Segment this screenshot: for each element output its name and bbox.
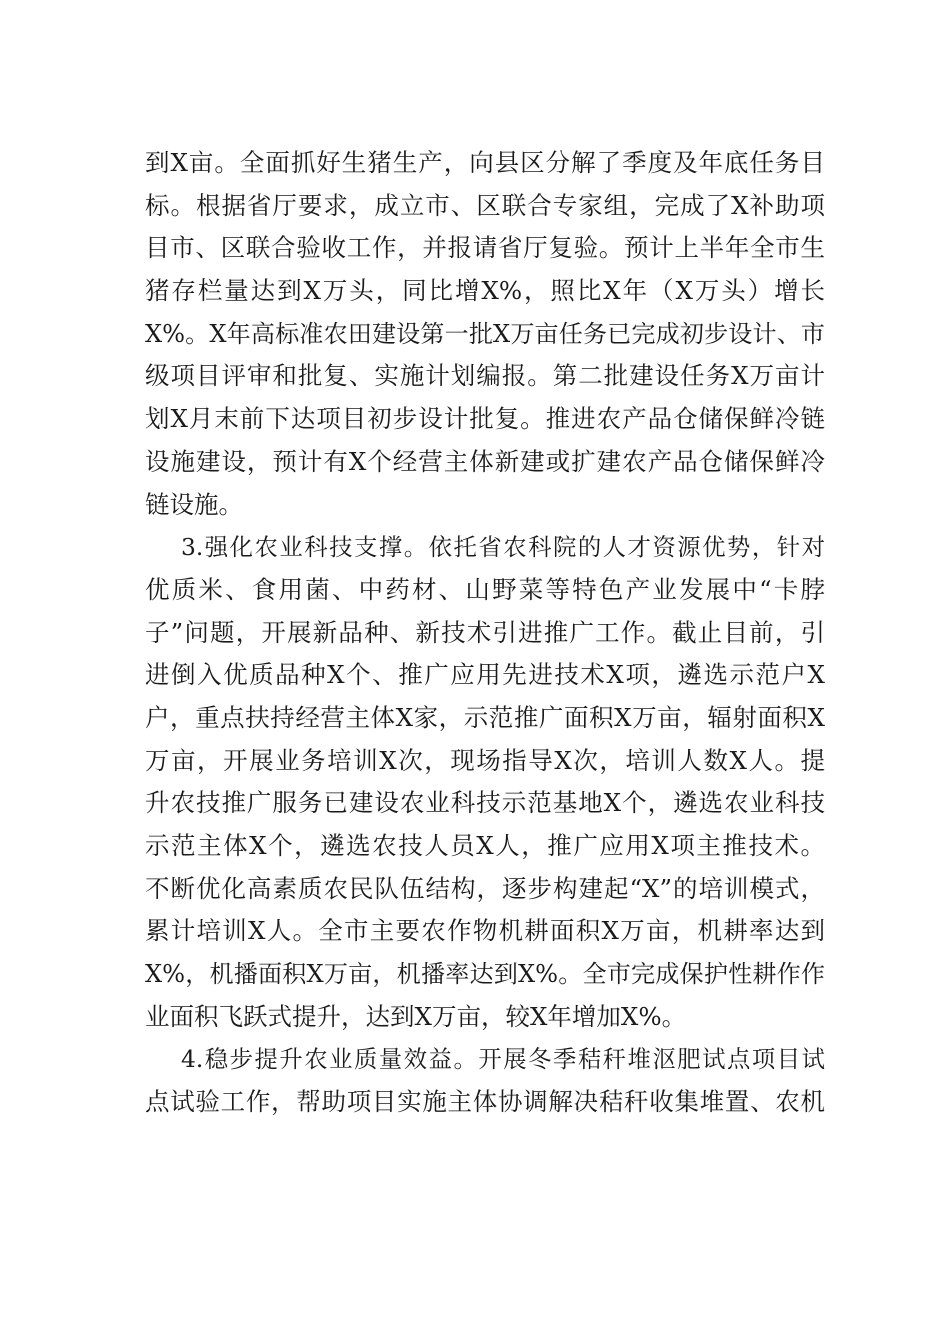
text-line: 猪存栏量达到X万头，同比增X%，照比X年（X万头）增长 <box>145 276 825 306</box>
paragraph-first-line: 3.强化农业科技支撑。依托省农科院的人才资源优势，针对 <box>181 533 825 562</box>
text-line: 设施建设，预计有X个经营主体新建或扩建农产品仓储保鲜冷 <box>145 446 825 476</box>
text-line: 到X亩。全面抓好生猪生产，向县区分解了季度及年底任务目 <box>145 148 825 177</box>
document-body <box>145 142 825 1124</box>
text-line: 标。根据省厅要求，成立市、区联合专家组，完成了X补助项 <box>145 190 825 220</box>
text-line: X%。X年高标准农田建设第一批X万亩任务已完成初步设计、市 <box>145 319 825 348</box>
text-line: 点试验工作，帮助项目实施主体协调解决秸秆收集堆置、农机 <box>145 1087 825 1117</box>
text-line: 目市、区联合验收工作，并报请省厅复验。预计上半年全市生 <box>145 233 825 263</box>
text-line: 子”问题，开展新品种、新技术引进推广工作。截止目前，引 <box>145 617 825 647</box>
text-line: 级项目评审和批复、实施计划编报。第二批建设任务X万亩计 <box>145 361 825 391</box>
text-line: X%，机播面积X万亩，机播率达到X%。全市完成保护性耕作作 <box>145 960 825 989</box>
text-line: 优质米、食用菌、中药材、山野菜等特色产业发展中“卡脖 <box>145 574 825 604</box>
text-line: 进倒入优质品种X个、推广应用先进技术X项，遴选示范户X <box>145 660 825 690</box>
text-line: 升农技推广服务已建设农业科技示范基地X个，遴选农业科技 <box>145 788 825 818</box>
text-line: 累计培训X人。全市主要农作物机耕面积X万亩，机耕率达到 <box>145 916 825 946</box>
text-line: 业面积飞跃式提升，达到X万亩，较X年增加X%。 <box>145 1001 687 1031</box>
text-line: 示范主体X个，遴选农技人员X人，推广应用X项主推技术。 <box>145 831 825 860</box>
text-line: 户，重点扶持经营主体X家，示范推广面积X万亩，辐射面积X <box>145 702 825 732</box>
text-line: 链设施。 <box>145 489 243 519</box>
text-line: 不断优化高素质农民队伍结构，逐步构建起“X”的培训模式， <box>145 873 825 903</box>
text-line: 万亩，开展业务培训X次，现场指导X次，培训人数X人。提 <box>145 745 825 775</box>
paragraph-first-line: 4.稳步提升农业质量效益。开展冬季秸秆堆沤肥试点项目试 <box>181 1045 825 1074</box>
text-line: 划X月末前下达项目初步设计批复。推进农产品仓储保鲜冷链 <box>145 404 825 434</box>
